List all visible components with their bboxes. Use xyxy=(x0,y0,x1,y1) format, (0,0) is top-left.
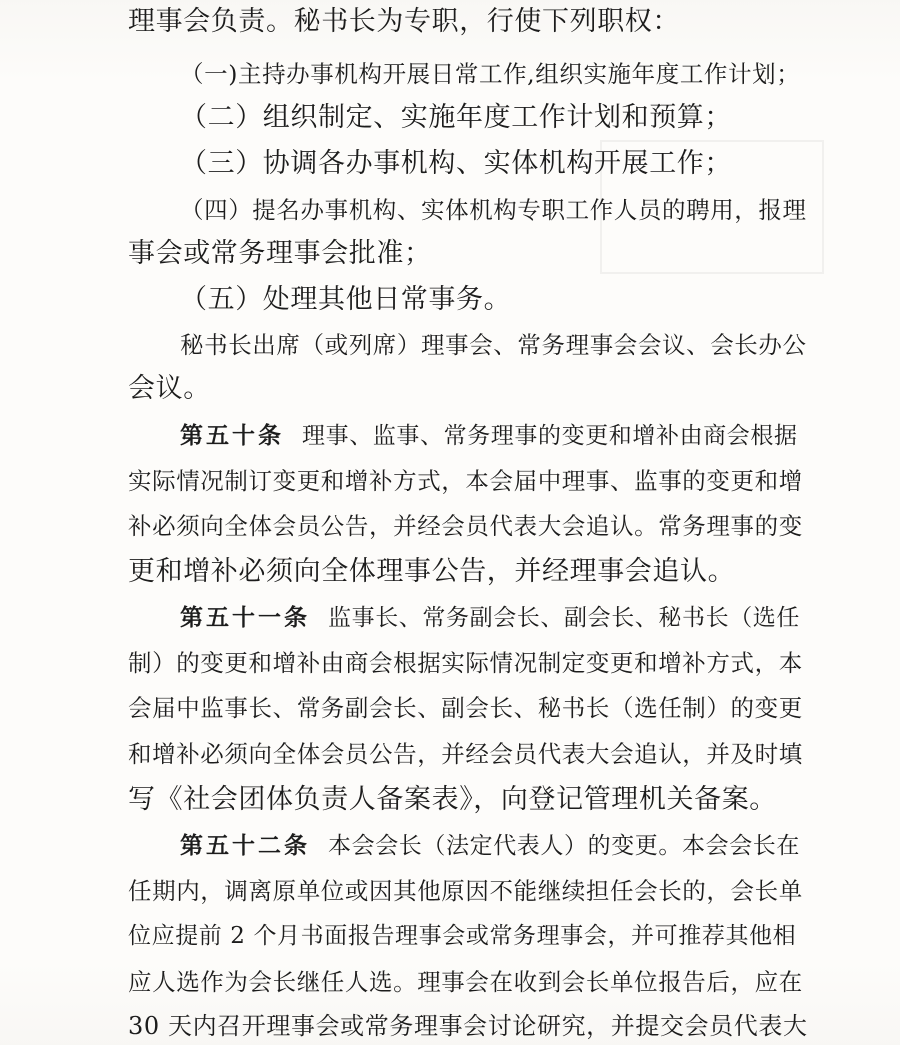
article-heading: 第五十一条 xyxy=(180,604,310,631)
list-item: （二）组织制定、实施年度工作计划和预算； xyxy=(180,102,732,133)
text-line: 会议。 xyxy=(128,373,211,404)
list-item: （五）处理其他日常事务。 xyxy=(180,284,512,315)
paragraph-start: 秘书长出席（或列席）理事会、常务理事会会议、会长办公 xyxy=(180,331,807,359)
list-item: （一)主持办事机构开展日常工作,组织实施年度工作计划； xyxy=(180,60,801,88)
text-line: 实际情况制订变更和增补方式，本会届中理事、监事的变更和增 xyxy=(128,467,803,495)
list-item: （四）提名办事机构、实体机构专职工作人员的聘用，报理 xyxy=(180,196,807,224)
text-line: 30 天内召开理事会或常务理事会讨论研究，并提交会员代表大 xyxy=(128,1012,808,1040)
article-heading: 第五十条 xyxy=(180,422,284,449)
article-50: 第五十条 理事、监事、常务理事的变更和增补由商会根据 xyxy=(180,422,798,449)
article-heading: 第五十二条 xyxy=(180,832,310,859)
text-line: 制）的变更和增补由商会根据实际情况制定变更和增补方式，本 xyxy=(128,649,803,677)
text-line: 补必须向全体会员公告，并经会员代表大会追认。常务理事的变 xyxy=(128,512,803,540)
text-line: 和增补必须向全体会员公告，并经会员代表大会追认，并及时填 xyxy=(128,740,803,768)
text-line: 写《社会团体负责人备案表》，向登记管理机关备案。 xyxy=(128,784,777,815)
text-line: 应人选作为会长继任人选。理事会在收到会长单位报告后，应在 xyxy=(128,968,803,996)
text-line: 理事会负责。秘书长为专职，行使下列职权： xyxy=(128,6,680,37)
text-line: 事会或常务理事会批准； xyxy=(128,238,432,269)
article-52: 第五十二条 本会会长（法定代表人）的变更。本会会长在 xyxy=(180,832,800,859)
list-item: （三）协调各办事机构、实体机构开展工作； xyxy=(180,148,732,179)
article-51: 第五十一条 监事长、常务副会长、副会长、秘书长（选任 xyxy=(180,604,800,631)
text-line: 任期内，调离原单位或因其他原因不能继续担任会长的，会长单 xyxy=(128,877,803,905)
text-line: 位应提前 2 个月书面报告理事会或常务理事会，并可推荐其他相 xyxy=(128,923,797,949)
text-line: 更和增补必须向全体理事公告，并经理事会追认。 xyxy=(128,556,736,587)
text-line: 会届中监事长、常务副会长、副会长、秘书长（选任制）的变更 xyxy=(128,694,803,722)
